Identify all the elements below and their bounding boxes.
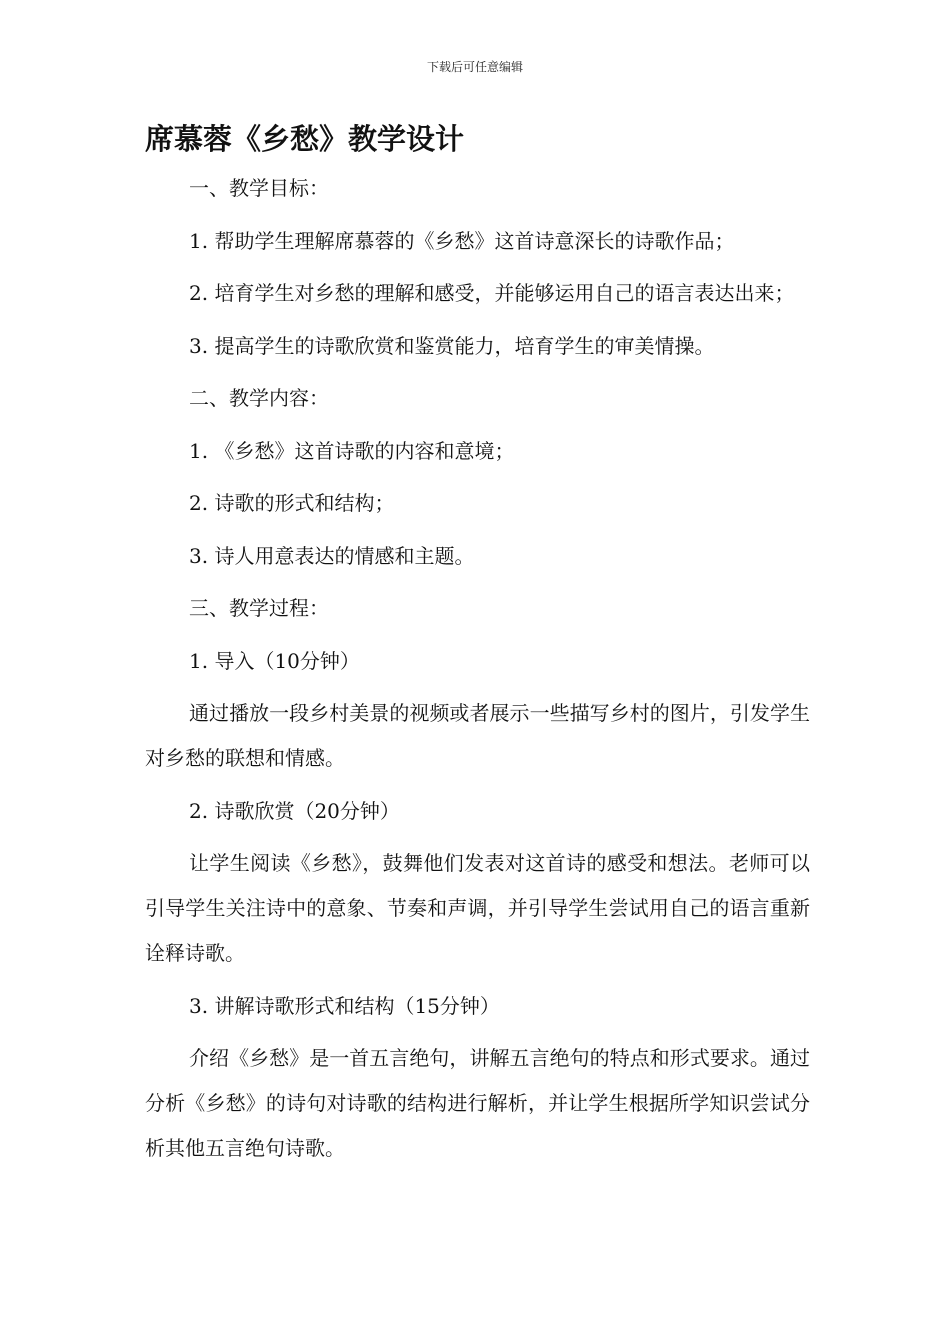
process-step-1-text: 通过播放一段乡村美景的视频或者展示一些描写乡村的图片，引发学生对乡愁的联想和情感。 — [145, 701, 810, 770]
objective-item-2: 2. 培育学生对乡愁的理解和感受，并能够运用自己的语言表达出来； — [189, 281, 795, 305]
section-heading-objectives: 一、教学目标： — [189, 176, 329, 200]
process-step-2-text: 让学生阅读《乡愁》，鼓舞他们发表对这首诗的感受和想法。老师可以引导学生关注诗中的意象、节奏和声调，并引导学生尝试用自己的语言重新诠释诗歌。 — [145, 851, 810, 965]
process-step-2-heading: 2. 诗歌欣赏（20分钟） — [189, 798, 400, 823]
document-title: 席慕蓉《乡愁》教学设计 — [145, 122, 465, 156]
content-item-1: 1. 《乡愁》这首诗歌的内容和意境； — [189, 438, 515, 463]
header-note: 下载后可任意编辑 — [426, 60, 523, 74]
document-body — [145, 166, 810, 1171]
section-heading-content: 二、教学内容： — [189, 386, 329, 410]
process-step-1-heading: 1. 导入（10分钟） — [189, 648, 360, 673]
process-step-3-heading: 3. 讲解诗歌形式和结构（15分钟） — [189, 993, 500, 1018]
section-heading-process: 三、教学过程： — [189, 596, 329, 620]
process-step-3-text: 介绍《乡愁》是一首五言绝句，讲解五言绝句的特点和形式要求。通过分析《乡愁》的诗句对诗歌的结构进行解析，并让学生根据所学知识尝试分析其他五言绝句诗歌。 — [145, 1046, 810, 1160]
objective-item-3: 3. 提高学生的诗歌欣赏和鉴赏能力，培育学生的审美情操。 — [189, 333, 715, 358]
content-item-2: 2. 诗歌的形式和结构； — [189, 491, 395, 515]
objective-item-1: 1. 帮助学生理解席慕蓉的《乡愁》这首诗意深长的诗歌作品； — [189, 228, 735, 253]
content-item-3: 3. 诗人用意表达的情感和主题。 — [189, 543, 475, 568]
